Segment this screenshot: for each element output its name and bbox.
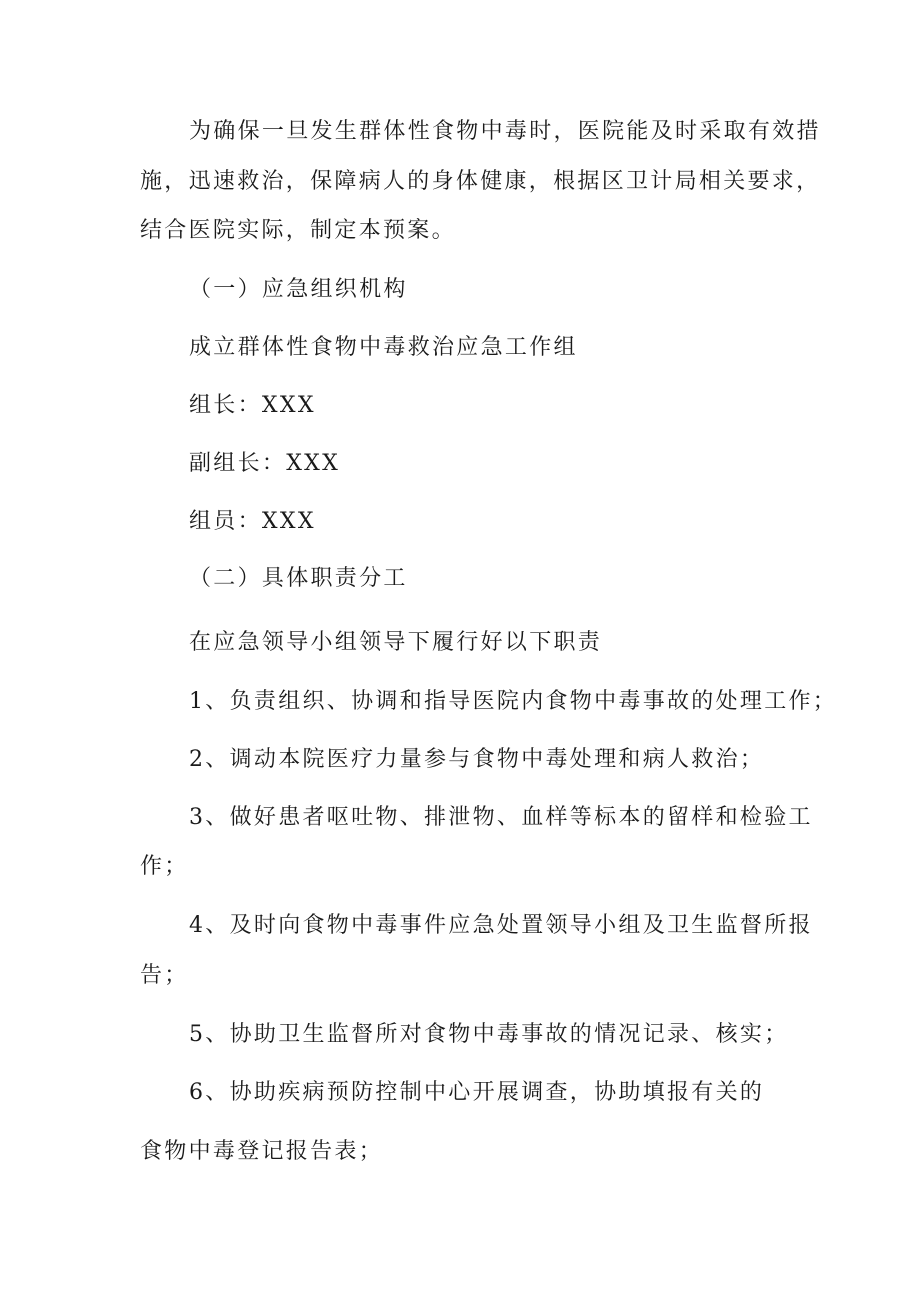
duty-4-line-1: 4、及时向食物中毒事件应急处置领导小组及卫生监督所报 [189,913,813,938]
section-1-heading: （一）应急组织机构 [189,277,408,302]
deputy-leader-line: 副组长：XXX [189,451,341,476]
duties-intro-line: 在应急领导小组领导下履行好以下职责 [189,630,603,655]
leader-line: 组长：XXX [189,393,316,418]
section-2-heading: （二）具体职责分工 [189,566,408,591]
duty-5-line: 5、协助卫生监督所对食物中毒事故的情况记录、核实； [189,1022,789,1047]
duty-2-line: 2、调动本院医疗力量参与食物中毒处理和病人救治； [189,747,765,772]
duty-6-line-1: 6、协助疾病预防控制中心开展调查，协助填报有关的 [189,1080,765,1105]
duty-3-line-2: 作； [140,854,189,879]
duty-3-line-1: 3、做好患者呕吐物、排泄物、血样等标本的留样和检验工 [189,805,813,830]
working-group-line: 成立群体性食物中毒救治应急工作组 [189,335,578,360]
members-line: 组员：XXX [189,509,316,534]
intro-line-3: 结合医院实际，制定本预案。 [140,218,456,243]
duty-4-line-2: 告； [140,963,189,988]
intro-line-1: 为确保一旦发生群体性食物中毒时，医院能及时采取有效措 [189,119,821,144]
duty-6-line-2: 食物中毒登记报告表； [140,1139,384,1164]
intro-line-2: 施，迅速救治，保障病人的身体健康，根据区卫计局相关要求， [140,169,821,194]
duty-1-line: 1、负责组织、协调和指导医院内食物中毒事故的处理工作； [189,689,838,714]
